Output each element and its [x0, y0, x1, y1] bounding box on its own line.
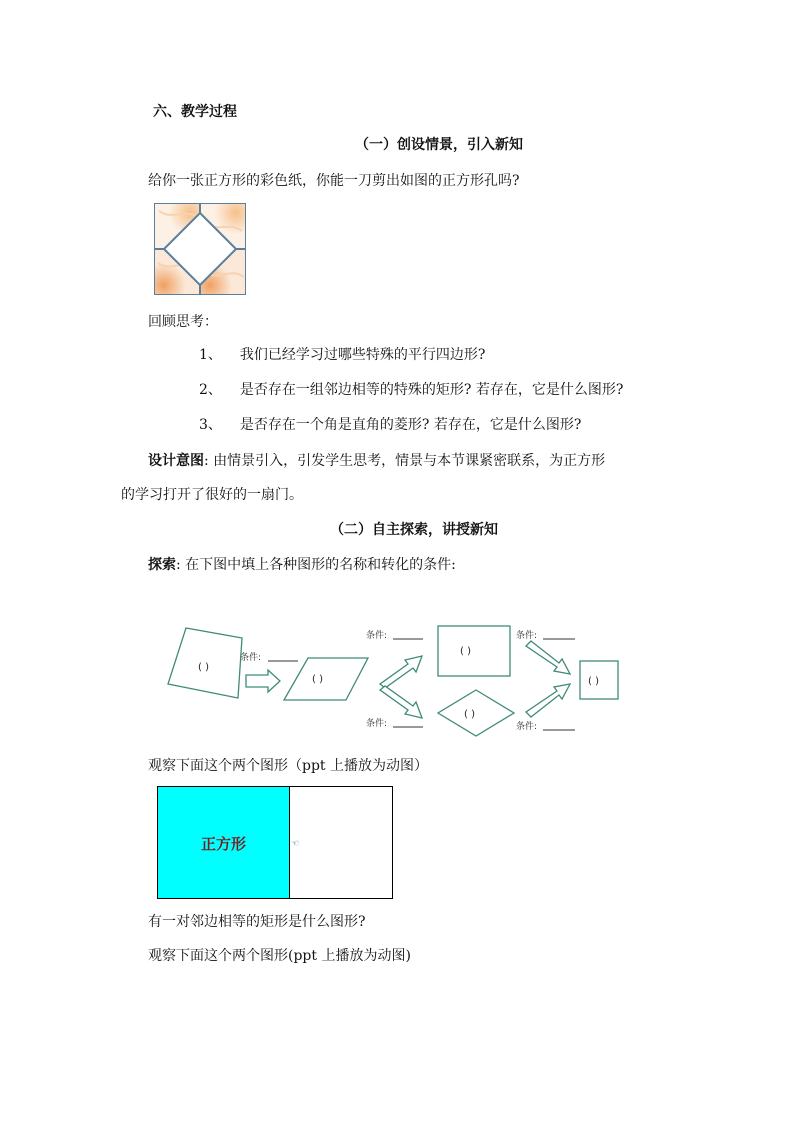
condition-label: 条件: [240, 653, 262, 663]
design-intent-label: 设计意图 [148, 453, 204, 469]
question-text: 是否存在一组邻边相等的特殊的矩形? 若存在，它是什么图形? [239, 382, 624, 398]
arrow-icon [380, 686, 422, 718]
question-3 [199, 416, 581, 434]
arrow-icon [526, 684, 570, 717]
question-text: 是否存在一个角是直角的菱形? 若存在，它是什么图形? [239, 417, 582, 433]
condition-label: 条件: [366, 631, 388, 641]
observe-line-2: 观察下面这个两个图形(ppt 上播放为动图) [148, 948, 411, 964]
arrow-icon [380, 656, 422, 688]
square-hole-paper-image [154, 203, 246, 295]
hand-cursor-icon: ☜ [291, 839, 300, 849]
design-intent-text: : 由情景引入，引发学生思考，情景与本节课紧密联系，为正方形 [204, 453, 606, 469]
blank-label: ( ) [460, 646, 471, 657]
design-intent-line-1 [148, 452, 605, 470]
blank-label: ( ) [312, 674, 323, 685]
question-number: 3、 [199, 417, 222, 433]
condition-label: 条件: [366, 719, 388, 729]
rectangle-shape [438, 626, 510, 676]
animation-figure [157, 786, 393, 899]
question-number: 1、 [199, 347, 222, 363]
square-shape [580, 661, 618, 699]
review-label: 回顾思考： [148, 314, 218, 330]
blank-label: ( ) [588, 676, 599, 687]
shape-transformation-diagram [160, 620, 630, 740]
explore-line [148, 556, 456, 574]
parallelogram-shape [284, 658, 368, 700]
question-text: 我们已经学习过哪些特殊的平行四边形? [239, 347, 486, 363]
observe-line-1: 观察下面这个两个图形（ppt 上播放为动图） [148, 758, 428, 774]
blank-label: ( ) [464, 709, 475, 720]
question-1 [199, 346, 485, 364]
question-number: 2、 [199, 382, 222, 398]
condition-label: 条件: [516, 722, 538, 732]
question-after-figure: 有一对邻边相等的矩形是什么图形? [148, 914, 366, 930]
arrow-icon [246, 670, 280, 692]
explore-label: 探索 [148, 557, 176, 573]
section-heading: 六、教学过程 [153, 104, 237, 120]
square-label: 正方形 [200, 835, 246, 853]
explore-text: : 在下图中填上各种图形的名称和转化的条件: [176, 557, 456, 573]
design-intent-line-2: 的学习打开了很好的一扇门。 [121, 487, 303, 503]
subsection-title-2: （二）自主探索，讲授新知 [330, 522, 498, 538]
intro-paragraph: 给你一张正方形的彩色纸，你能一刀剪出如图的正方形孔吗? [148, 173, 520, 189]
subsection-title-1: （一）创设情景，引入新知 [355, 137, 523, 153]
blank-label: ( ) [198, 662, 209, 673]
rhombus-shape [438, 690, 514, 736]
condition-label: 条件: [516, 631, 538, 641]
question-2 [199, 381, 623, 399]
arrow-icon [526, 641, 570, 674]
